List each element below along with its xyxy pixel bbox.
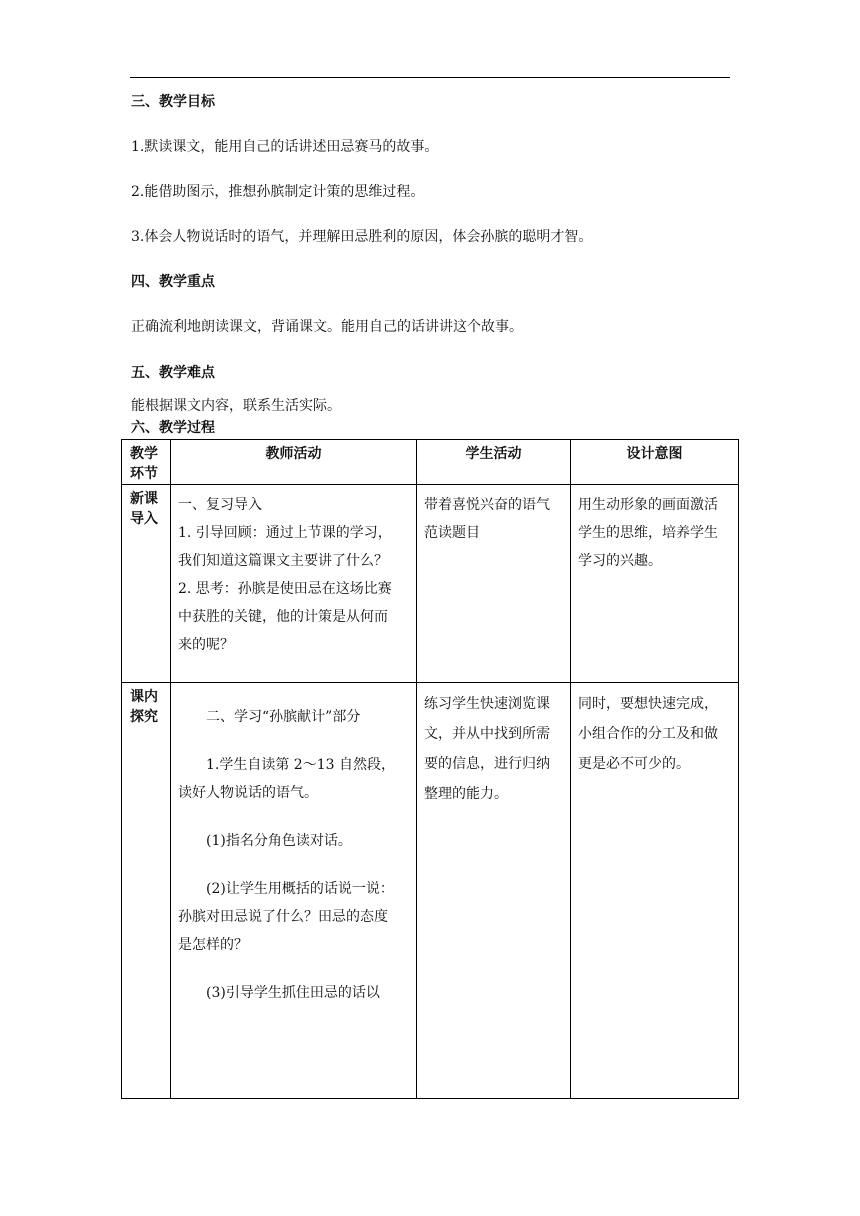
objective-item-2: 2.能借助图示，推想孙膑制定计策的思维过程。 (131, 184, 425, 200)
paragraph: 1.学生自读第 2～13 自然段， (206, 757, 395, 773)
text-line: 要的信息，进行归纳 (424, 756, 550, 772)
section-title-difficulties: 五、教学难点 (131, 365, 215, 381)
row1-design-intent (571, 485, 739, 683)
section-title-key-points: 四、教学重点 (131, 274, 215, 290)
stage-line: 课内 (130, 689, 158, 705)
text-line: 更是必不可少的。 (578, 756, 690, 772)
row2-student-activity (417, 683, 571, 1099)
row1-student-activity (417, 485, 571, 683)
text-line: 学生的思维，培养学生 (578, 525, 718, 541)
text-line: 2. 思考：孙膑是使田忌在这场比赛 (178, 581, 392, 597)
text-line: 同时，要想快速完成， (578, 696, 718, 712)
text-line: 我们知道这篇课文主要讲了什么？ (178, 553, 388, 569)
stage-line: 导入 (130, 511, 158, 527)
header-stage-line: 教学 (130, 446, 158, 462)
paragraph: 二、学习“孙膑献计”部分 (206, 709, 361, 725)
section-title-process: 六、教学过程 (131, 420, 215, 436)
paragraph: (2)让学生用概括的话说一说： (206, 881, 394, 897)
paragraph-line: 孙膑对田忌说了什么？田忌的态度 (178, 909, 388, 925)
text-line: 带着喜悦兴奋的语气 (424, 497, 550, 513)
paragraph-line: 读好人物说话的语气。 (178, 785, 318, 801)
key-points-text: 正确流利地朗读课文，背诵课文。能用自己的话讲讲这个故事。 (131, 319, 523, 335)
row2-teacher-activity (171, 683, 417, 1099)
header-student-activity: 学生活动 (417, 440, 571, 485)
text-line: 中获胜的关键，他的计策是从何而 (178, 609, 388, 625)
text-line: 文，并从中找到所需 (424, 726, 550, 742)
row2-stage (122, 683, 171, 1099)
header-design-intent: 设计意图 (571, 440, 739, 485)
text-line: 来的呢？ (178, 637, 234, 653)
header-stage (122, 440, 171, 485)
difficulties-text: 能根据课文内容，联系生活实际。 (131, 398, 341, 414)
section-title-objectives: 三、教学目标 (131, 94, 215, 110)
text-line: 范读题目 (424, 525, 480, 541)
table-row (122, 485, 739, 683)
row2-design-intent (571, 683, 739, 1099)
header-rule (130, 77, 730, 78)
text-line: 学习的兴趣。 (578, 553, 662, 569)
paragraph-line: 是怎样的？ (178, 937, 248, 953)
teaching-process-table (121, 439, 739, 1099)
row1-stage (122, 485, 171, 683)
text-line: 练习学生快速浏览课 (424, 696, 550, 712)
objective-item-1: 1.默读课文，能用自己的话讲述田忌赛马的故事。 (131, 139, 439, 155)
table-row (122, 683, 739, 1099)
header-stage-line: 环节 (130, 466, 158, 482)
objective-item-3: 3.体会人物说话时的语气，并理解田忌胜利的原因，体会孙膑的聪明才智。 (131, 229, 593, 245)
text-line: 小组合作的分工及和做 (578, 726, 718, 742)
row1-teacher-activity (171, 485, 417, 683)
table-header-row (122, 440, 739, 485)
stage-line: 探究 (130, 709, 158, 725)
paragraph: (3)引导学生抓住田忌的话以 (206, 985, 380, 1001)
paragraph: (1)指名分角色读对话。 (206, 833, 352, 849)
text-line: 整理的能力。 (424, 786, 508, 802)
header-teacher-activity: 教师活动 (171, 440, 417, 485)
text-line: 1. 引导回顾：通过上节课的学习， (178, 525, 392, 541)
text-line: 一、复习导入 (178, 497, 262, 513)
stage-line: 新课 (130, 491, 158, 507)
text-line: 用生动形象的画面激活 (578, 497, 718, 513)
